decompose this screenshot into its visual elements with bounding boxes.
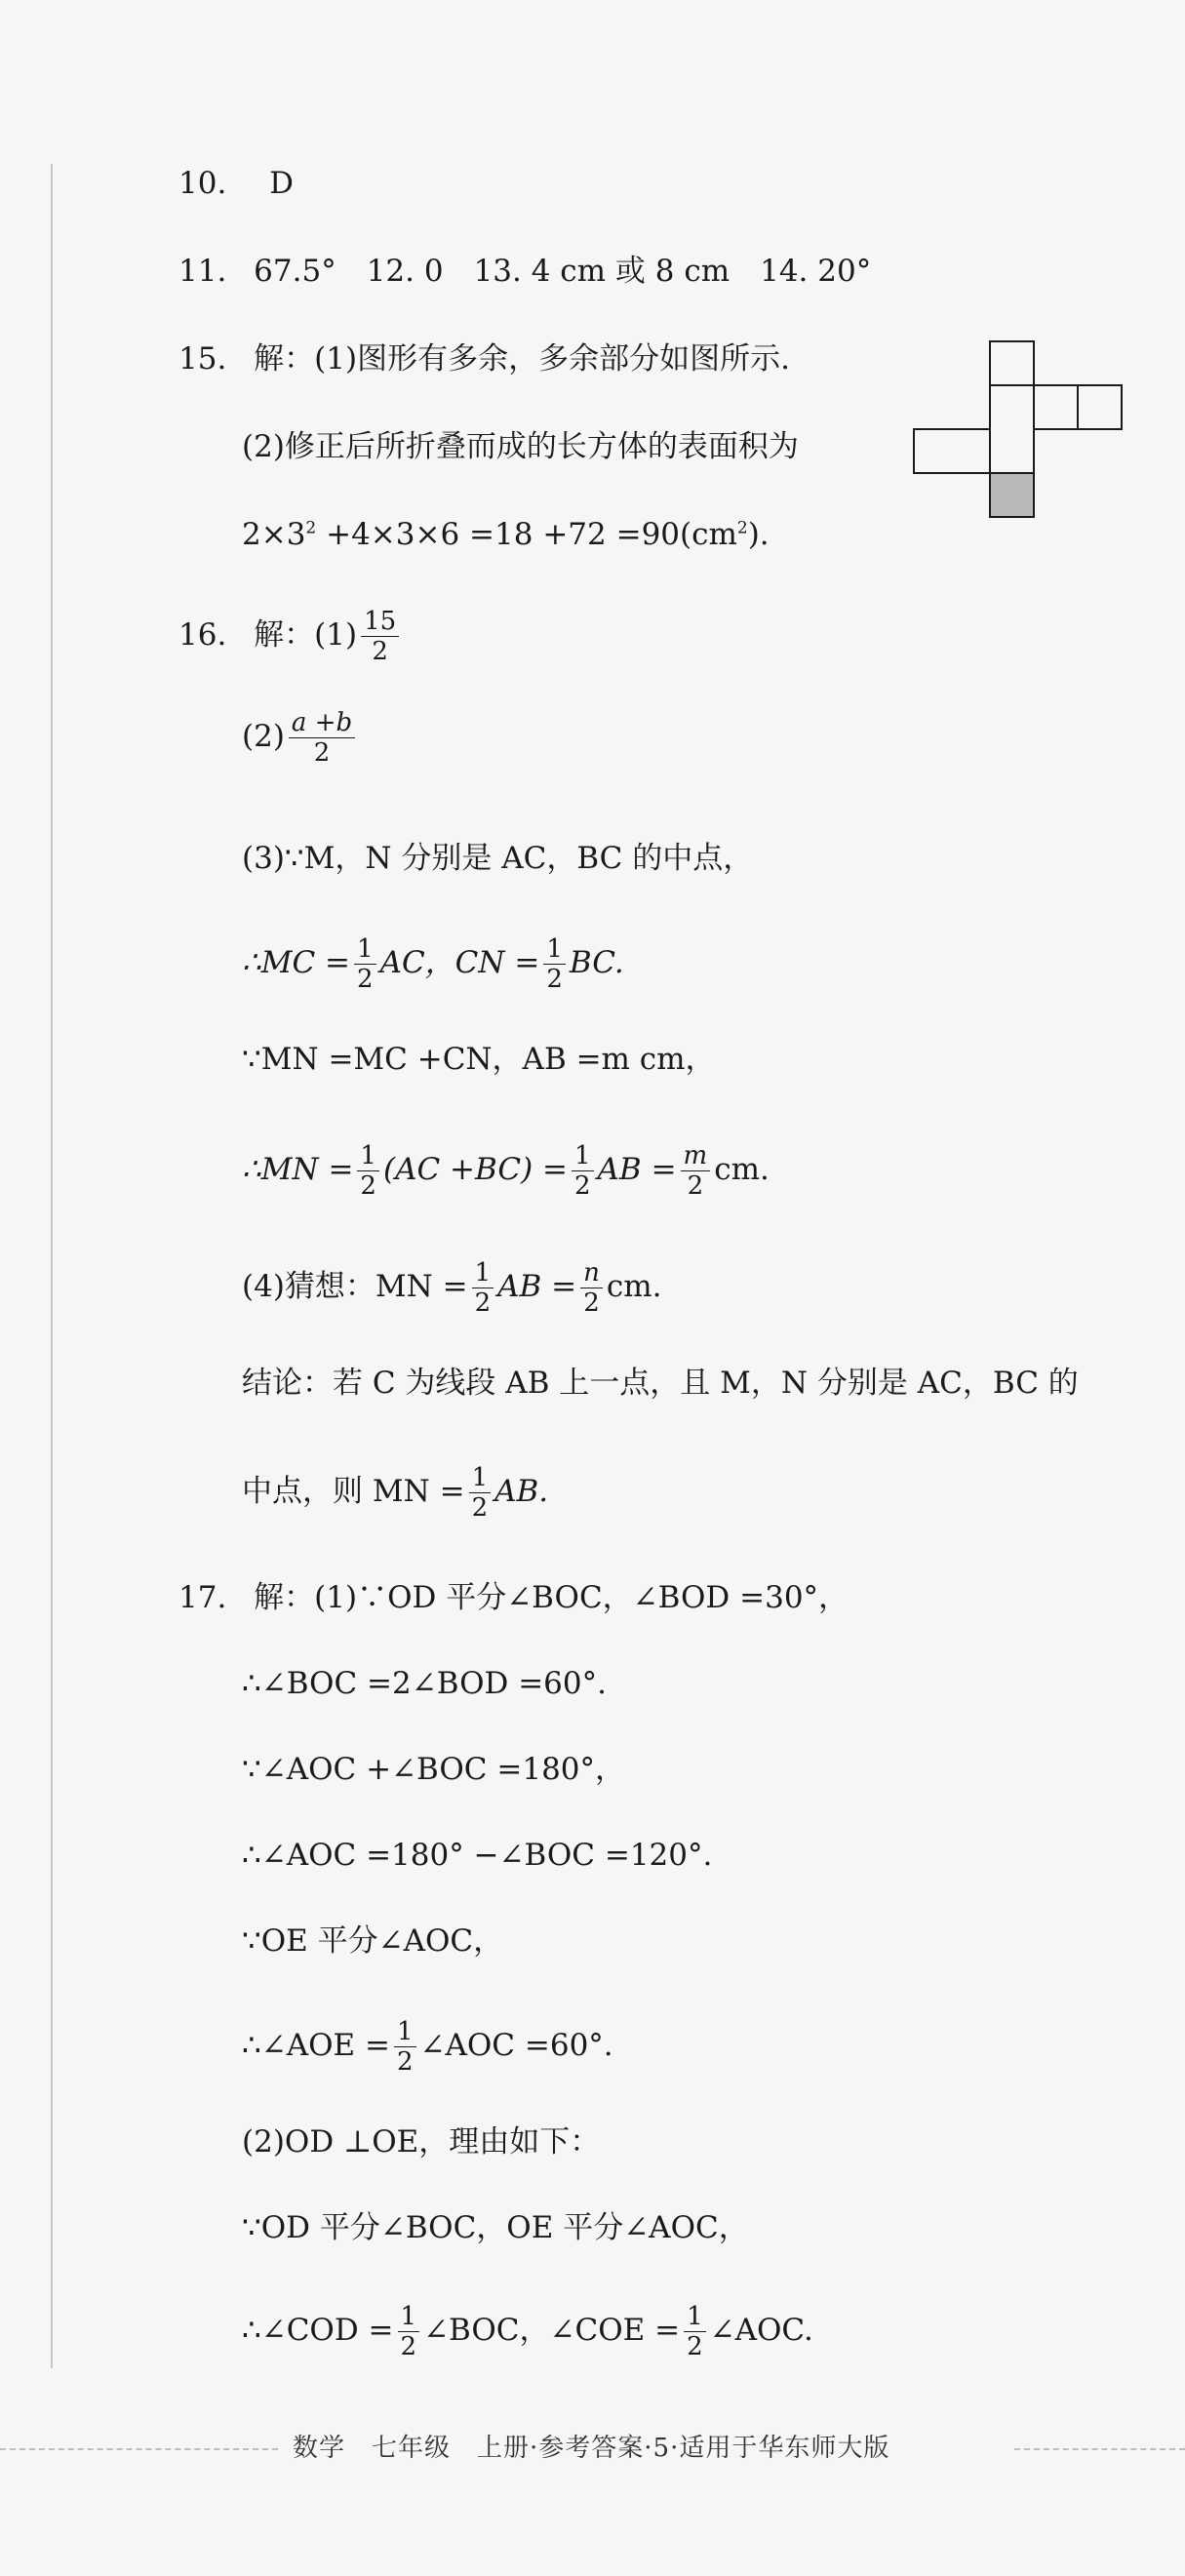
- q17-line1: [178, 1578, 849, 1617]
- net-face-top: [990, 341, 1034, 385]
- page-footer: [0, 2429, 1185, 2468]
- q16-p6-a: ∴MN =: [242, 1152, 354, 1187]
- frac-den: 2: [360, 1171, 376, 1201]
- q15-line2: (2)修正后所折叠而成的长方体的表面积为: [242, 429, 799, 464]
- q17-l9-b: ∠BOC，∠COE =: [423, 2313, 681, 2348]
- q16-p2-prefix: (2): [242, 719, 285, 754]
- frac-den: 2: [574, 1171, 591, 1201]
- frac-num: n: [580, 1258, 603, 1288]
- net-face-center: [990, 385, 1034, 473]
- frac-den: 2: [687, 1171, 704, 1201]
- frac-den: 2: [471, 1493, 489, 1523]
- q16-p7: [242, 1258, 662, 1318]
- frac-den: 2: [687, 2332, 703, 2361]
- q16-p9: [242, 1463, 548, 1523]
- q15-line1: [178, 339, 790, 378]
- frac-num: 1: [469, 1463, 492, 1493]
- q16-number: 16.: [178, 617, 227, 653]
- q16-p7-b: AB =: [497, 1269, 577, 1304]
- q15-line3-a: 2×3: [242, 517, 306, 552]
- frac-den: 2: [400, 2332, 417, 2361]
- q17-number: 17.: [178, 1580, 227, 1615]
- frac-den: 2: [546, 965, 563, 994]
- q17-l1: 解：(1)∵OD 平分∠BOC，∠BOD =30°，: [254, 1580, 849, 1615]
- frac-den: 2: [313, 738, 331, 768]
- q16-p7-a: (4)猜想：MN =: [242, 1269, 468, 1304]
- fraction: [394, 2017, 416, 2077]
- q16-p3: (3)∵M，N 分别是 AC，BC 的中点，: [242, 841, 754, 876]
- net-face-right-2: [1078, 385, 1122, 429]
- frac-num: 1: [394, 2017, 416, 2047]
- frac-den: 2: [474, 1288, 492, 1318]
- fraction: [580, 1258, 603, 1318]
- frac-num: 1: [357, 1141, 379, 1171]
- footer-text: 数学 七年级 上册·参考答案·5·适用于华东师大版: [293, 2434, 890, 2463]
- q17-l8: ∵OD 平分∠BOC，OE 平分∠AOC，: [242, 2210, 749, 2245]
- frac-num: 1: [543, 934, 566, 965]
- frac-den: 2: [357, 965, 374, 994]
- q17-l7: (2)OD ⊥OE，理由如下：: [242, 2124, 601, 2160]
- frac-num: 1: [472, 1258, 494, 1288]
- cuboid-net-figure: [912, 339, 1126, 554]
- q16-p7-c: cm.: [606, 1269, 662, 1304]
- q10-answer: D: [269, 166, 295, 201]
- q16-p4-c: BC.: [569, 945, 624, 980]
- q15-line3-sup2: 2: [736, 518, 748, 538]
- q17-l4: ∴∠AOC =180° −∠BOC =120°.: [242, 1838, 713, 1873]
- frac-den: 2: [372, 637, 388, 666]
- q15-line3: [242, 515, 770, 554]
- fraction: [543, 934, 566, 994]
- q17-l3: ∵∠AOC +∠BOC =180°，: [242, 1752, 626, 1787]
- fraction: [472, 1258, 494, 1318]
- q17-l5: ∵OE 平分∠AOC，: [242, 1923, 504, 1959]
- q16-p5: ∵MN =MC +CN，AB =m cm，: [242, 1042, 716, 1077]
- q16-p9-b: AB.: [494, 1474, 549, 1509]
- frac-num: 1: [684, 2302, 706, 2332]
- q16-p6-d: cm.: [714, 1152, 770, 1187]
- q16-p9-a: 中点，则 MN =: [242, 1474, 465, 1509]
- q16-p2-fraction: [289, 708, 355, 768]
- q16-p6: [242, 1141, 770, 1201]
- q16-p1-fraction: [361, 607, 399, 666]
- fraction: [681, 1141, 711, 1201]
- q16-p6-b: (AC +BC) =: [382, 1152, 568, 1187]
- q11-number: 11.: [178, 254, 227, 289]
- q10-line: [178, 164, 294, 203]
- frac-num: 1: [572, 1141, 594, 1171]
- margin-rule: [51, 164, 53, 2368]
- q11-line: [178, 252, 871, 291]
- frac-num: 1: [398, 2302, 420, 2332]
- frac-num: 1: [354, 934, 376, 965]
- q16-p2: [242, 708, 359, 768]
- frac-num: a +b: [289, 708, 355, 738]
- q17-l9-c: ∠AOC.: [709, 2313, 813, 2348]
- q17-l9: [242, 2302, 813, 2361]
- q15-line3-sup: 2: [305, 518, 317, 538]
- frac-num: 15: [361, 607, 399, 637]
- q17-l6-a: ∴∠AOE =: [242, 2028, 390, 2063]
- net-face-extra-shaded: [990, 473, 1034, 517]
- q10-number: 10.: [178, 166, 227, 201]
- q15-line3-b: +4×3×6 =18 +72 =90(cm: [316, 517, 737, 552]
- q16-p6-c: AB =: [597, 1152, 677, 1187]
- fraction: [684, 2302, 706, 2361]
- q11-answer: 67.5° 12. 0 13. 4 cm 或 8 cm 14. 20°: [254, 254, 872, 289]
- q17-l9-a: ∴∠COD =: [242, 2313, 394, 2348]
- fraction: [398, 2302, 420, 2361]
- fraction: [354, 934, 376, 994]
- q16-line1: [178, 607, 403, 666]
- q15-number: 15.: [178, 341, 227, 376]
- footer-rule-left: [0, 2448, 278, 2450]
- fraction: [572, 1141, 594, 1201]
- frac-den: 2: [583, 1288, 600, 1318]
- q16-p4-a: ∴MC =: [242, 945, 351, 980]
- net-face-right-1: [1034, 385, 1078, 429]
- q16-p1-prefix: 解：(1): [254, 617, 358, 653]
- q15-line3-c: ).: [747, 517, 770, 552]
- frac-den: 2: [396, 2047, 414, 2077]
- q17-l6-b: ∠AOC =60°.: [419, 2028, 613, 2063]
- frac-num: m: [681, 1141, 711, 1171]
- fraction: [469, 1463, 492, 1523]
- footer-rule-right: [1014, 2448, 1185, 2450]
- q16-p8: 结论：若 C 为线段 AB 上一点，且 M，N 分别是 AC，BC 的: [242, 1366, 1079, 1401]
- q16-p4: [242, 934, 624, 994]
- q17-l6: [242, 2017, 613, 2077]
- fraction: [357, 1141, 379, 1201]
- net-face-left: [914, 429, 990, 473]
- q16-p4-b: AC，CN =: [379, 945, 540, 980]
- q17-l2: ∴∠BOC =2∠BOD =60°.: [242, 1666, 607, 1701]
- q15-text-1: 解：(1)图形有多余，多余部分如图所示.: [254, 341, 790, 376]
